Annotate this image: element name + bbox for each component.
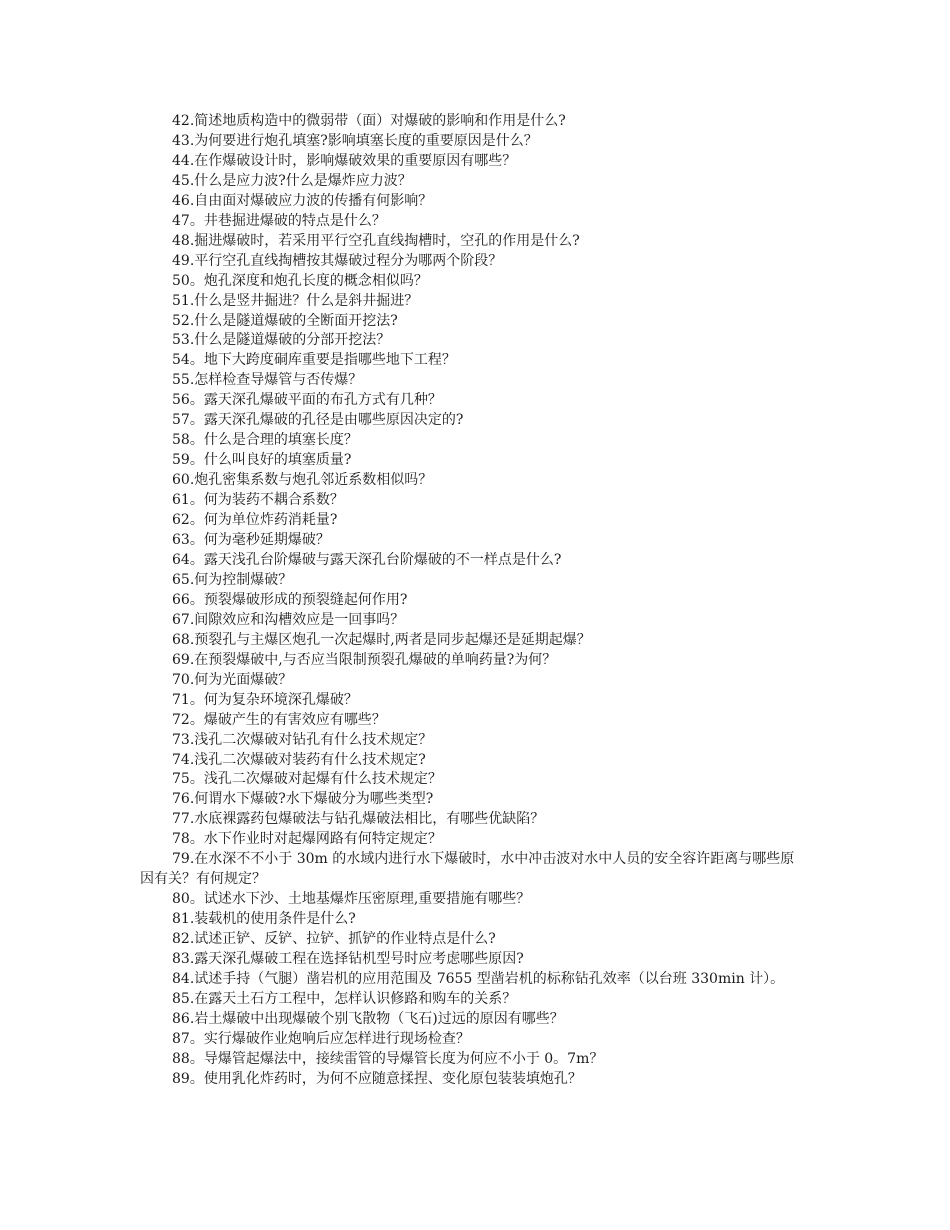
- question-item: 50。炮孔深度和炮孔长度的概念相似吗？: [172, 272, 428, 289]
- question-item: 86.岩土爆破中出现爆破个别飞散物（飞石)过远的原因有哪些？: [172, 1010, 564, 1027]
- question-item: 83.露天深孔爆破工程在选择钻机型号时应考虑哪些原因?: [172, 951, 524, 968]
- question-item: 80。试述水下沙、土地基爆炸压密原理,重要措施有哪些？: [172, 891, 531, 908]
- question-item: 55.怎样检查导爆管与否传爆？: [172, 372, 363, 389]
- question-item: 51.什么是竖井掘进？什么是斜井掘进？: [172, 292, 419, 309]
- question-item: 67.间隙效应和沟槽效应是一回事吗？: [172, 611, 405, 628]
- question-item: 44.在作爆破设计时，影响爆破效果的重要原因有哪些？: [172, 152, 517, 169]
- question-item: 75。浅孔二次爆破对起爆有什么技术规定？: [172, 771, 442, 788]
- question-item: 81.装载机的使用条件是什么?: [172, 911, 356, 928]
- question-item: 52.什么是隧道爆破的全断面开挖法?: [172, 312, 398, 329]
- question-item: 71。何为复杂环境深孔爆破？: [172, 691, 358, 708]
- question-item: 42.简述地质构造中的微弱带（面）对爆破的影响和作用是什么?: [172, 113, 566, 129]
- question-item: 63。何为毫秒延期爆破？: [172, 532, 330, 549]
- question-item: 60.炮孔密集系数与炮孔邻近系数相似吗？: [172, 472, 433, 489]
- question-item: 65.何为控制爆破？: [172, 571, 293, 588]
- question-item: 43.为何要进行炮孔填塞?影响填塞长度的重要原因是什么？: [172, 132, 538, 149]
- question-item: 57。露天深孔爆破的孔径是由哪些原因决定的?: [172, 412, 464, 429]
- question-item: 77.水底裸露药包爆破法与钻孔爆破法相比，有哪些优缺陷？: [172, 811, 545, 828]
- question-item: 76.何谓水下爆破?水下爆破分为哪些类型?: [172, 791, 434, 808]
- question-item: 74.浅孔二次爆破对装药有什么技术规定?: [172, 751, 426, 768]
- question-item: 88。导爆管起爆法中，接续雷管的导爆管长度为何应不小于 0。7m？: [172, 1050, 604, 1067]
- question-item: 68.预裂孔与主爆区炮孔一次起爆时,两者是同步起爆还是延期起爆？: [172, 631, 591, 648]
- question-item: 84.试述手持（气腿）凿岩机的应用范围及 7655 型凿岩机的标称钻孔效率（以台班 330min 计）。: [172, 970, 785, 987]
- question-item: 82.试述正铲、反铲、拉铲、抓铲的作业特点是什么?: [172, 931, 496, 948]
- question-item: 61。何为装药不耦合系数？: [172, 492, 344, 509]
- question-item: 89。使用乳化炸药时，为何不应随意揉捏、变化原包装装填炮孔？: [172, 1070, 582, 1087]
- question-item: 66。预裂爆破形成的预裂缝起何作用?: [172, 591, 408, 608]
- question-item: 78。水下作业时对起爆网路有何特定规定？: [172, 831, 442, 848]
- question-item: 85.在露天土石方工程中，怎样认识修路和购车的关系？: [172, 990, 517, 1007]
- question-item: 72。爆破产生的有害效应有哪些？: [172, 711, 386, 728]
- question-item: 49.平行空孔直线掏槽按其爆破过程分为哪两个阶段？: [172, 252, 503, 269]
- question-item: 46.自由面对爆破应力波的传播有何影响？: [172, 192, 433, 209]
- question-item: 64。露天浅孔台阶爆破与露天深孔台阶爆破的不一样点是什么?: [172, 551, 562, 568]
- question-item: 73.浅孔二次爆破对钻孔有什么技术规定？: [172, 731, 433, 748]
- question-item: 47。井巷掘进爆破的特点是什么？: [172, 212, 386, 229]
- question-item: 79.在水深不不小于 30m 的水域内进行水下爆破时，水中冲击波对水中人员的安全容许距离与哪些原因有关？有何规定？: [140, 851, 795, 888]
- question-item: 54。地下大跨度硐库重要是指哪些地下工程？: [172, 352, 456, 369]
- question-item: 58。什么是合理的填塞长度？: [172, 432, 358, 449]
- question-item: 87。实行爆破作业炮响后应怎样进行现场检查？: [172, 1030, 470, 1047]
- question-item: 45.什么是应力波?什么是爆炸应力波？: [172, 172, 412, 189]
- question-item: 56。露天深孔爆破平面的布孔方式有几种？: [172, 392, 442, 409]
- question-item: 53.什么是隧道爆破的分部开挖法？: [172, 332, 391, 349]
- question-item: 59。什么叫良好的填塞质量?: [172, 452, 352, 469]
- question-item: 62。何为单位炸药消耗量?: [172, 512, 338, 529]
- question-item: 69.在预裂爆破中,与否应当限制预裂孔爆破的单响药量?为何？: [172, 651, 557, 668]
- question-item: 70.何为光面爆破？: [172, 671, 293, 688]
- question-item: 48.掘进爆破时，若采用平行空孔直线掏槽时，空孔的作用是什么?: [172, 232, 580, 249]
- question-list: [140, 112, 805, 1090]
